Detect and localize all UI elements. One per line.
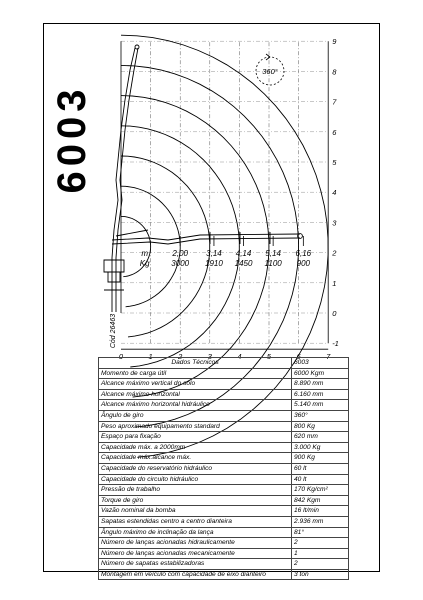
load-value: 1450 bbox=[234, 259, 253, 268]
y-tick-label: 0 bbox=[332, 309, 337, 318]
spec-row bbox=[99, 432, 349, 443]
spec-row bbox=[99, 516, 349, 527]
spec-label: Torque de giro bbox=[99, 495, 292, 506]
technical-data-table bbox=[98, 357, 349, 580]
radius-value: 3,14 bbox=[206, 249, 222, 258]
spec-value: 170 Kg/cm² bbox=[292, 485, 349, 496]
spec-value: 81° bbox=[292, 527, 349, 538]
y-tick-label: 5 bbox=[332, 158, 337, 167]
y-tick-label: 9 bbox=[332, 37, 337, 47]
spec-label: Capacidade máx. a 2000mm bbox=[99, 442, 292, 453]
spec-value: 2 bbox=[292, 538, 349, 549]
load-value: 1910 bbox=[205, 259, 223, 268]
spec-row bbox=[99, 368, 349, 379]
spec-row bbox=[99, 569, 349, 580]
model-title: 6003 bbox=[50, 84, 94, 194]
spec-label: Número de sapatas estabilizadoras bbox=[99, 559, 292, 570]
crane-slewing-unit bbox=[108, 272, 120, 282]
spec-label: Número de lanças acionadas mecanicamente bbox=[99, 548, 292, 559]
spec-label: Alcance máximo vertical do solo bbox=[99, 379, 292, 390]
spec-row bbox=[99, 538, 349, 549]
spec-label: Alcance máximo horizontal hidráulico bbox=[99, 400, 292, 411]
spec-row bbox=[99, 410, 349, 421]
spec-label: Número de lanças acionadas hidraulicamente bbox=[99, 538, 292, 549]
spec-value: 3.000 Kg bbox=[292, 442, 349, 453]
y-tick-label: 6 bbox=[332, 127, 337, 137]
reach-arc bbox=[121, 156, 210, 337]
load-value: 900 bbox=[296, 259, 311, 268]
spec-label: Pressão de trabalho bbox=[99, 485, 292, 496]
load-table bbox=[140, 249, 312, 268]
spec-row bbox=[99, 527, 349, 538]
y-tick-label: 1 bbox=[332, 278, 337, 288]
spec-value: 40 lt bbox=[292, 474, 349, 485]
spec-value: 800 Kg bbox=[292, 421, 349, 432]
spec-row bbox=[99, 400, 349, 411]
boom-vertical-edge bbox=[116, 48, 138, 258]
spec-header-row bbox=[99, 358, 349, 369]
spec-row bbox=[99, 421, 349, 432]
spec-row bbox=[99, 548, 349, 559]
radius-unit-label: m bbox=[141, 249, 149, 258]
drawing-code: Cód 26463 bbox=[110, 313, 117, 349]
spec-value: 842 Kgm bbox=[292, 495, 349, 506]
spec-row bbox=[99, 474, 349, 485]
x-tick-label: 0 bbox=[118, 352, 124, 362]
y-tick-label: 3 bbox=[332, 218, 337, 228]
spec-value: 360° bbox=[292, 410, 349, 421]
radius-value: 6,16 bbox=[295, 249, 312, 258]
load-unit-label: Kg bbox=[139, 259, 150, 268]
radius-value: 2,00 bbox=[172, 249, 188, 258]
spec-label: Capacidade do circuito hidráulico bbox=[99, 474, 292, 485]
x-tick-label: 1 bbox=[148, 352, 153, 362]
spec-value: 2 bbox=[292, 559, 349, 570]
spec-row bbox=[99, 453, 349, 464]
spec-value: 900 Kg bbox=[292, 453, 349, 464]
spec-label: Momento de carga útil bbox=[99, 368, 292, 379]
spec-value: 2.936 mm bbox=[292, 516, 349, 527]
spec-row bbox=[99, 485, 349, 496]
spec-label: Capacidade do reservatório hidráulico bbox=[99, 463, 292, 474]
x-tick-label: 5 bbox=[266, 352, 272, 362]
spec-label: Alcance máximo horizontal bbox=[99, 389, 292, 400]
radius-value: 5,14 bbox=[265, 249, 281, 258]
spec-label: Espaço para fixação bbox=[99, 432, 292, 443]
spec-value: 6.160 mm bbox=[292, 389, 349, 400]
spec-row bbox=[99, 559, 349, 570]
spec-value: 620 mm bbox=[292, 432, 349, 443]
spec-value: 5.140 mm bbox=[292, 400, 349, 411]
boom-tip bbox=[135, 45, 139, 49]
spec-value: 1 bbox=[292, 548, 349, 559]
load-value: 1100 bbox=[264, 259, 282, 268]
x-tick-label: 6 bbox=[296, 352, 301, 362]
load-value: 3000 bbox=[171, 259, 190, 268]
y-tick-label: 2 bbox=[332, 248, 337, 258]
spec-label: Capacidade máx.alcance máx. bbox=[99, 453, 292, 464]
spec-header-label: Dados Técnicos bbox=[99, 358, 292, 369]
spec-label: Ângulo máximo de inclinação da lança bbox=[99, 527, 292, 538]
y-tick-label: 7 bbox=[332, 97, 337, 107]
spec-label: Sapatas estendidas centro a centro dianteira bbox=[99, 516, 292, 527]
crane-illustration bbox=[104, 45, 302, 312]
spec-row bbox=[99, 389, 349, 400]
rotation-symbol bbox=[256, 54, 284, 85]
spec-value: 60 lt bbox=[292, 463, 349, 474]
boom-horizontal-edge bbox=[112, 238, 300, 244]
y-tick-label: -1 bbox=[332, 339, 339, 349]
radius-value: 4,14 bbox=[235, 249, 252, 258]
y-axis-ticks bbox=[331, 37, 339, 348]
rotation-label: 360° bbox=[262, 67, 278, 76]
load-point-marks bbox=[180, 236, 303, 246]
spec-label: Vazão nominal da bomba bbox=[99, 506, 292, 517]
spec-row bbox=[99, 506, 349, 517]
boom-vertical bbox=[112, 48, 135, 258]
y-tick-label: 4 bbox=[332, 188, 337, 198]
reach-arc bbox=[118, 96, 269, 398]
spec-header-value: 6003 bbox=[292, 358, 349, 369]
spec-row bbox=[99, 495, 349, 506]
spec-label: Ângulo de giro bbox=[99, 410, 292, 421]
spec-value: 16 lt/min bbox=[292, 506, 349, 517]
spec-row bbox=[99, 463, 349, 474]
y-tick-label: 8 bbox=[332, 67, 337, 77]
spec-label: Montagem em veículo com capacidade de eixo dianteiro bbox=[99, 569, 292, 580]
spec-row bbox=[99, 442, 349, 453]
rotation-arrow-icon bbox=[266, 54, 270, 60]
spec-row bbox=[99, 379, 349, 390]
x-tick-label: 2 bbox=[178, 352, 183, 362]
x-tick-label: 3 bbox=[207, 352, 212, 362]
spec-value: 8.890 mm bbox=[292, 379, 349, 390]
spec-value: 6000 Kgm bbox=[292, 368, 349, 379]
spec-value: 3 ton bbox=[292, 569, 349, 580]
x-tick-label: 4 bbox=[237, 352, 242, 362]
x-tick-label: 7 bbox=[326, 352, 331, 362]
spec-label: Peso aproximado equipamento standard bbox=[99, 421, 292, 432]
